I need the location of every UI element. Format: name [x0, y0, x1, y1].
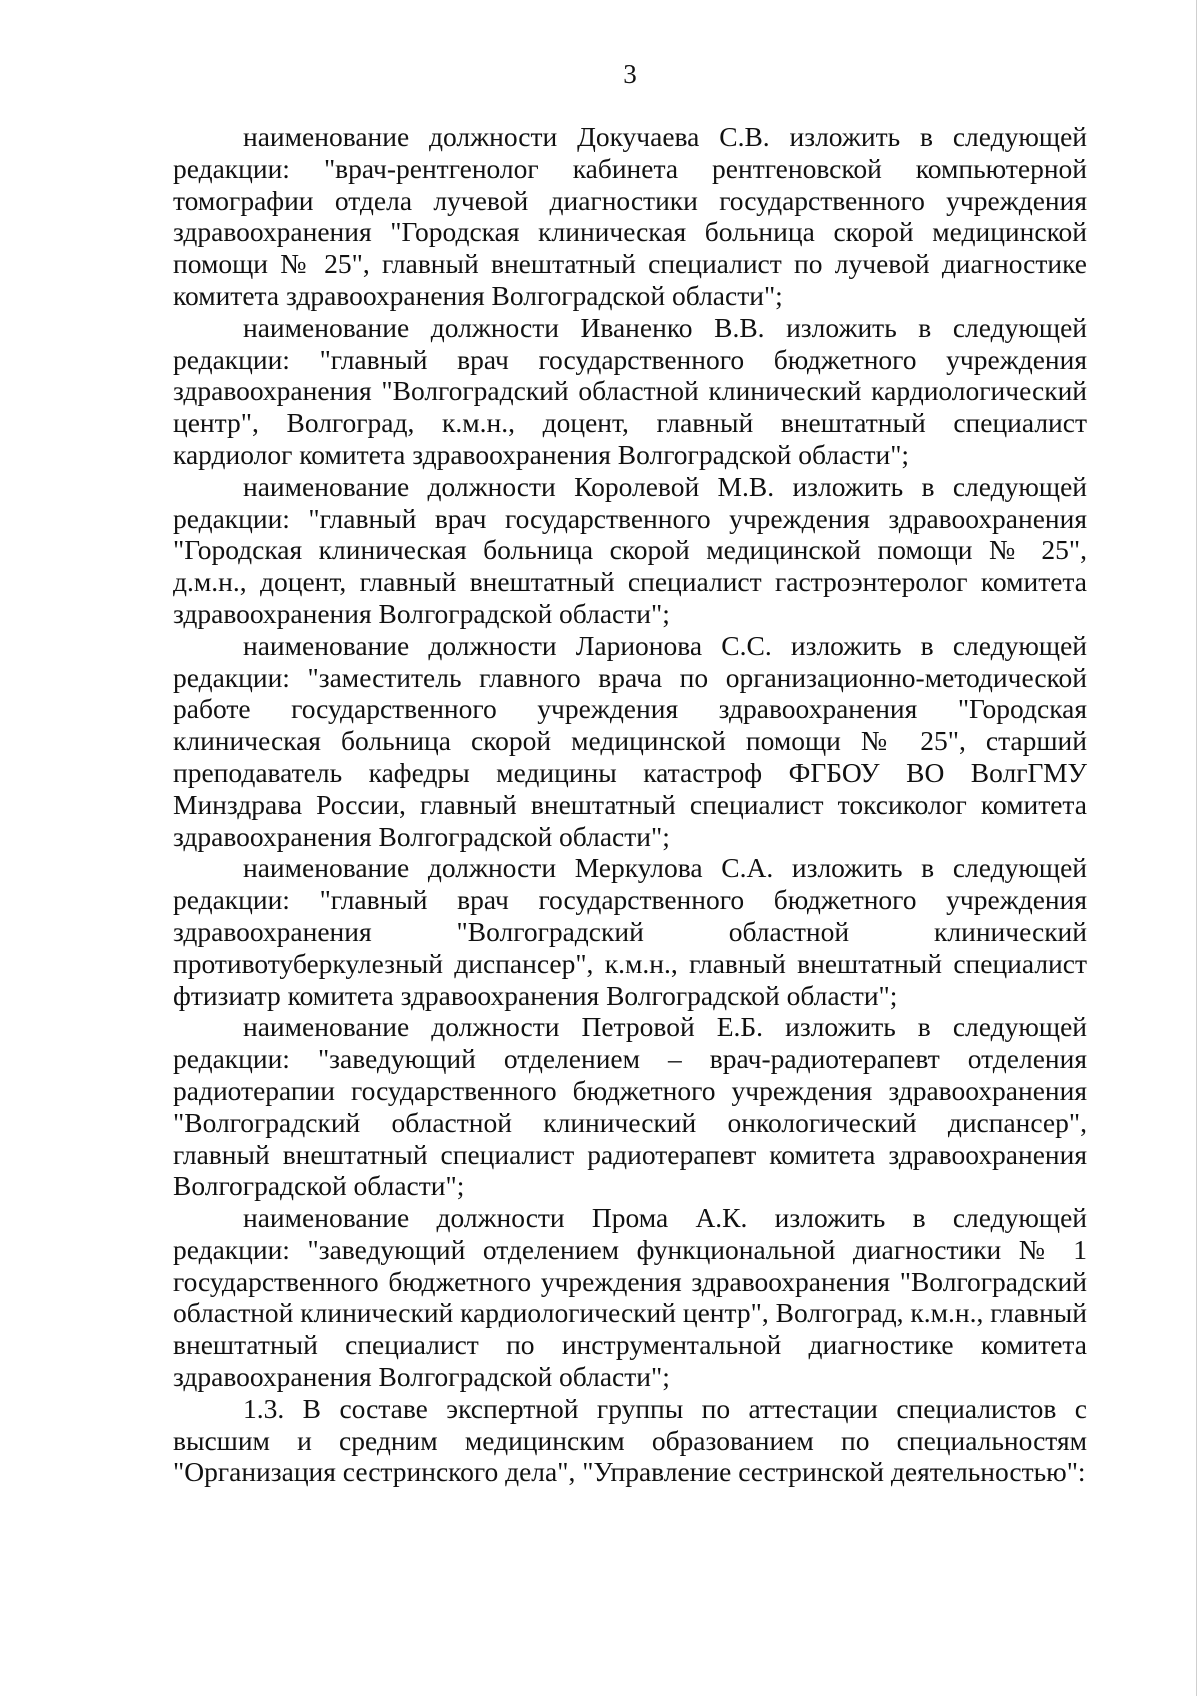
paragraph-larionov: наименование должности Ларионова С.С. изложить в следующей редакции: "заместитель главного врача по организационно-методической работе государственного учреждения здравоохранения "Городская клиническая больница скорой медицинской помощи № 25", старший преподаватель кафедры медицины катастроф ФГБОУ ВО ВолгГМУ Минздрава России, главный внештатный специалист токсиколог комитета здравоохранения Волгоградской области";	[173, 629, 1087, 852]
page-number: 3	[623, 59, 637, 89]
document-body	[173, 121, 1087, 1488]
paragraph-dokuchaev: наименование должности Докучаева С.В. изложить в следующей редакции: "врач-рентгенолог кабинета рентгеновской компьютерной томографии отдела лучевой диагностики государственного учреждения здравоохранения "Городская клиническая больница скорой медицинской помощи № 25", главный внештатный специалист по лучевой диагностике комитета здравоохранения Волгоградской области";	[173, 121, 1087, 311]
paragraph-merkulov: наименование должности Меркулова С.А. изложить в следующей редакции: "главный врач государственного бюджетного учреждения здравоохранения "Волгоградский областной клинический противотуберкулезный диспансер", к.м.н., главный внештатный специалист фтизиатр комитета здравоохранения Волгоградской области";	[173, 852, 1087, 1011]
paragraph-petrova: наименование должности Петровой Е.Б. изложить в следующей редакции: "заведующий отделением – врач-радиотерапевт отделения радиотерапии государственного бюджетного учреждения здравоохранения "Волгоградский областной клинический онкологический диспансер", главный внештатный специалист радиотерапевт комитета здравоохранения Волгоградской области";	[173, 1011, 1087, 1202]
paragraph-section-1-3: 1.3. В составе экспертной группы по аттестации специалистов с высшим и средним медицинским образованием по специальностям "Организация сестринского дела", "Управление сестринской деятельностью":	[173, 1392, 1087, 1488]
page-edge-line	[1196, 0, 1197, 1696]
paragraph-koroleva: наименование должности Королевой М.В. изложить в следующей редакции: "главный врач государственного учреждения здравоохранения "Городская клиническая больница скорой медицинской помощи № 25", д.м.н., доцент, главный внештатный специалист гастроэнтеролог комитета здравоохранения Волгоградской области";	[173, 470, 1087, 629]
paragraph-ivanenko: наименование должности Иваненко В.В. изложить в следующей редакции: "главный врач государственного бюджетного учреждения здравоохранения "Волгоградский областной клинический кардиологический центр", Волгоград, к.м.н., доцент, главный внештатный специалист кардиолог комитета здравоохранения Волгоградской области";	[173, 311, 1087, 470]
paragraph-prom: наименование должности Прома А.К. изложить в следующей редакции: "заведующий отделением функциональной диагностики № 1 государственного бюджетного учреждения здравоохранения "Волгоградский областной клинический кардиологический центр", Волгоград, к.м.н., главный внештатный специалист по инструментальной диагностике комитета здравоохранения Волгоградской области";	[173, 1202, 1087, 1393]
